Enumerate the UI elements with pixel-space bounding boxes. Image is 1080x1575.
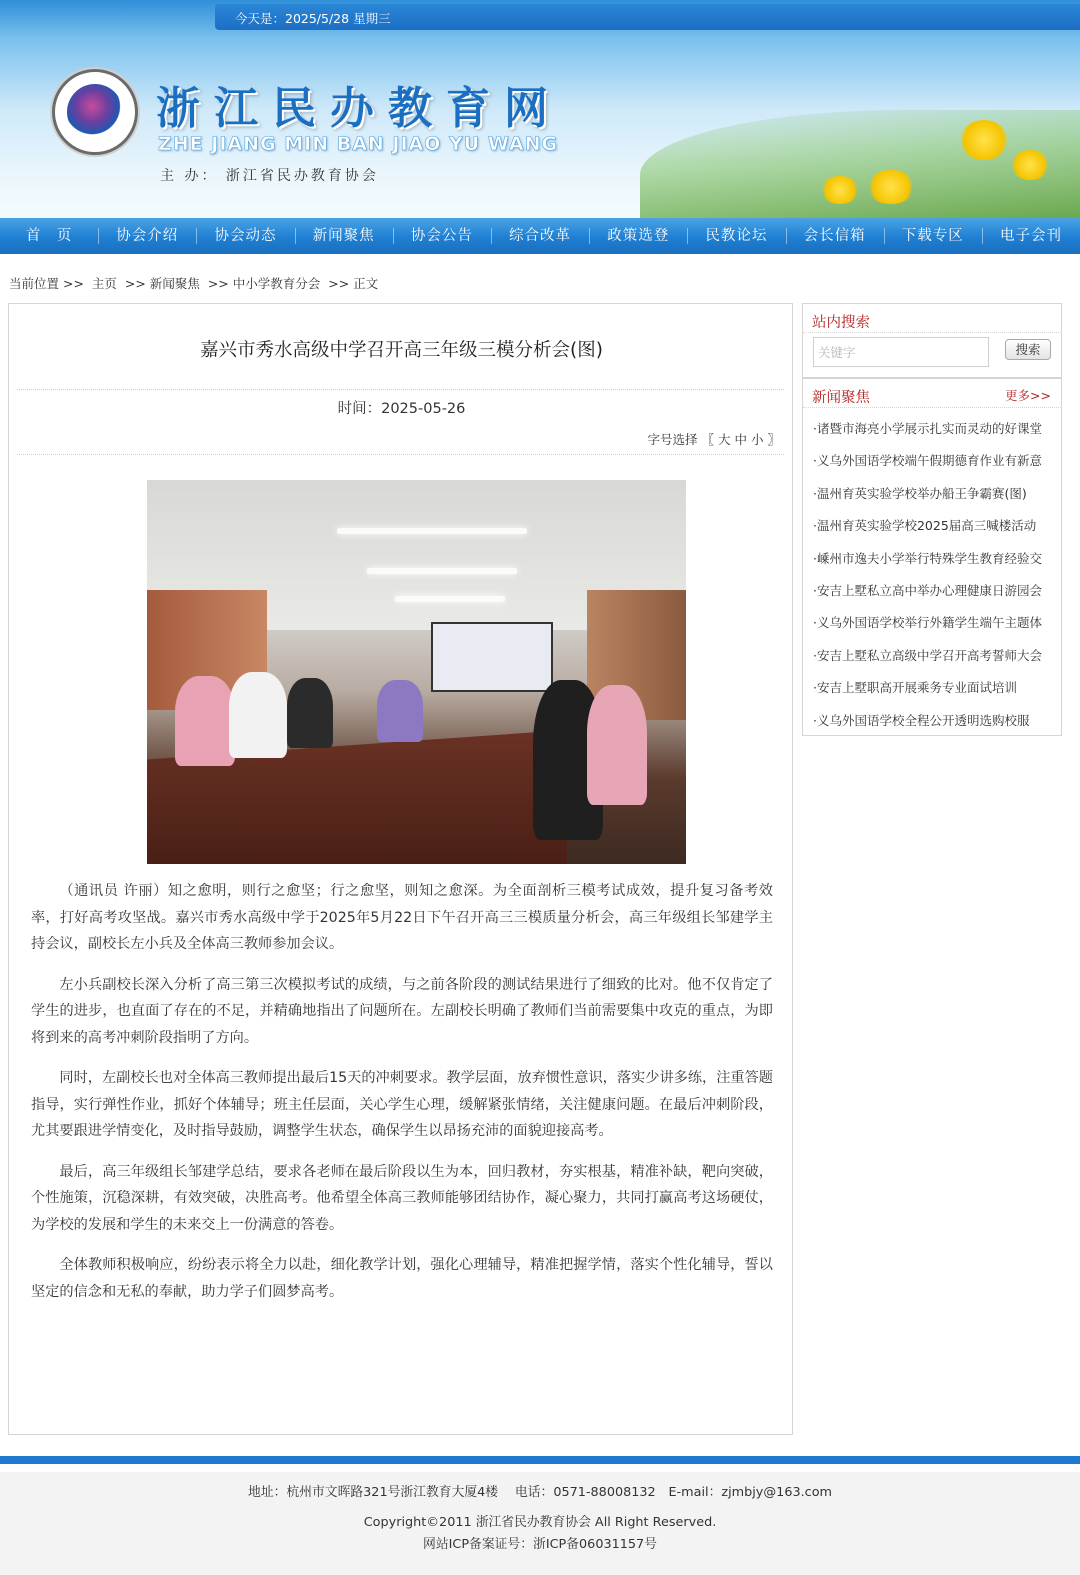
nav-item-mailbox[interactable]: 会长信箱: [786, 218, 884, 254]
footer-icp[interactable]: 网站ICP备案证号：浙ICP备06031157号: [423, 1537, 657, 1552]
site-title: 浙江民办教育网: [156, 83, 562, 134]
divider: [17, 454, 784, 455]
news-list-item[interactable]: ·温州育英实验学校举办船王争霸赛(图): [813, 485, 1027, 501]
nav-item-reform[interactable]: 综合改革: [491, 218, 589, 254]
divider: [803, 332, 1061, 333]
breadcrumb-item-branch[interactable]: >> 中小学教育分会: [207, 276, 321, 291]
article-paragraph: （通讯员 许丽）知之愈明，则行之愈坚；行之愈坚，则知之愈深。为全面剖析三模考试成效，提升复习备考效率，打好高考攻坚战。嘉兴市秀水高级中学于2025年5月22日下午召开高三三模质量分析会，高三年级组长邹建学主持会议，副校长左小兵及全体高三教师参加会议。: [31, 883, 773, 952]
news-list-item[interactable]: ·义乌外国语学校举行外籍学生端午主题体: [813, 615, 1042, 631]
search-button[interactable]: 搜索: [1005, 339, 1051, 360]
site-subtitle: ZHE JIANG MIN BAN JIAO YU WANG: [158, 133, 559, 155]
news-list-item[interactable]: ·安吉上墅私立高级中学召开高考誓师大会: [813, 647, 1042, 663]
site-search-heading: 站内搜索: [812, 315, 870, 331]
article-paragraph: 同时，左副校长也对全体高三教师提出最后15天的冲刺要求。教学层面，放弃惯性意识，落实少讲多练，注重答题指导，实行弹性作业，抓好个体辅导；班主任层面，关心学生心理，缓解紧张情绪，关注健康问题。在最后冲刺阶段，尤其要跟进学情变化，及时指导鼓励，调整学生状态，确保学生以昂扬充沛的面貌迎接高考。: [31, 1070, 773, 1139]
photo-projection-screen: [431, 622, 553, 692]
breadcrumb-item-current: >> 正文: [328, 276, 379, 291]
footer-address: 地址：杭州市文晖路321号浙江教育大厦4楼 电话：0571-88008132 E-mail：zjmbjy@163.com: [247, 1485, 832, 1500]
font-size-large[interactable]: 大: [717, 432, 731, 447]
meeting-photo: [147, 480, 686, 864]
photo-person: [287, 678, 333, 748]
nav-item-about[interactable]: 协会介绍: [98, 218, 196, 254]
site-search-panel: [802, 303, 1062, 378]
news-list-item[interactable]: ·嵊州市逸夫小学举行特殊学生教育经验交: [813, 550, 1042, 566]
photo-ceiling-light: [337, 528, 527, 534]
breadcrumb: [9, 274, 382, 292]
footer: [0, 1472, 1080, 1575]
divider: [17, 389, 784, 390]
font-size-label: 字号选择 〖: [647, 432, 714, 447]
nav-item-announcements[interactable]: 协会公告: [393, 218, 491, 254]
nav-item-downloads[interactable]: 下载专区: [884, 218, 982, 254]
date-text: 今天是：2025/5/28 星期三: [235, 11, 391, 26]
article-paragraph: 最后，高三年级组长邹建学总结，要求各老师在最后阶段以生为本，回归教材，夯实根基，精准补缺，靶向突破，个性施策，沉稳深耕，有效突破，决胜高考。他希望全体高三教师能够团结协作，凝心聚力，共同打赢高考这场硬仗，为学校的发展和学生的未来交上一份满意的答卷。: [31, 1163, 773, 1233]
article-paragraph: 左小兵副校长深入分析了高三第三次模拟考试的成绩，与之前各阶段的测试结果进行了细致的比对。他不仅肯定了学生的进步，也直面了存在的不足，并精确地指出了问题所在。左副校长明确了教师们当前需要集中攻克的重点，为即将到来的高考冲刺阶段指明了方向。: [31, 976, 773, 1046]
photo-person: [587, 685, 647, 805]
breadcrumb-item-news-focus[interactable]: >> 新闻聚焦: [124, 276, 200, 291]
nav-item-forum[interactable]: 民教论坛: [687, 218, 785, 254]
photo-person: [229, 672, 287, 758]
date-strip: [215, 4, 1080, 30]
footer-copyright: Copyright©2011 浙江省民办教育协会 All Right Reserved.: [363, 1515, 717, 1530]
nav-item-news-focus[interactable]: 新闻聚焦: [295, 218, 393, 254]
article-title: 嘉兴市秀水高级中学召开高三年级三模分析会(图): [200, 340, 603, 361]
article-body: [31, 878, 773, 1319]
nav-item-policy[interactable]: 政策选登: [589, 218, 687, 254]
flower-decoration: [958, 120, 1010, 160]
flower-decoration: [820, 176, 860, 204]
header-banner: [0, 0, 1080, 218]
font-size-end: 〗: [767, 432, 780, 447]
font-size-selector: [648, 430, 780, 448]
main-nav: [0, 218, 1080, 254]
photo-ceiling-light: [367, 568, 517, 574]
divider: [803, 407, 1061, 408]
nav-item-association-news[interactable]: 协会动态: [196, 218, 294, 254]
flower-decoration: [866, 170, 916, 204]
nav-item-home[interactable]: 首 页: [25, 228, 73, 244]
footer-divider: [0, 1456, 1080, 1464]
article-paragraph: 全体教师积极响应，纷纷表示将全力以赴，细化教学计划，强化心理辅导，精准把握学情，落实个性化辅导，誓以坚定的信念和无私的奉献，助力学子们圆梦高考。: [31, 1257, 773, 1300]
nav-item-e-journal[interactable]: 电子会刊: [982, 218, 1080, 254]
news-list-item[interactable]: ·诸暨市海亮小学展示扎实而灵动的好课堂: [813, 421, 1042, 436]
article-time: 时间：2025-05-26: [337, 401, 466, 417]
news-focus-heading: 新闻聚焦: [812, 390, 870, 406]
news-list-item[interactable]: ·温州育英实验学校2025届高三喊楼活动: [813, 518, 1037, 534]
article-panel: [8, 303, 793, 1435]
logo-emblem-icon: [67, 84, 123, 140]
photo-ceiling-light: [395, 596, 505, 602]
more-link[interactable]: 更多>>: [1005, 388, 1051, 403]
breadcrumb-label: 当前位置 >>: [9, 276, 84, 291]
news-focus-panel: [802, 378, 1062, 736]
news-list-item[interactable]: ·义乌外国语学校全程公开透明选购校服: [813, 712, 1030, 728]
font-size-small[interactable]: 小: [750, 432, 764, 447]
organizer-text: 主 办： 浙江省民办教育协会: [160, 168, 379, 184]
font-size-medium[interactable]: 中: [734, 432, 747, 447]
photo-person: [175, 676, 235, 766]
breadcrumb-item-home[interactable]: 主页: [91, 276, 117, 291]
news-list-item[interactable]: ·安吉上墅职高开展乘务专业面试培训: [813, 680, 1017, 696]
flower-decoration: [1010, 150, 1050, 180]
news-list-item[interactable]: ·义乌外国语学校端午假期德育作业有新意: [813, 453, 1042, 469]
association-logo[interactable]: [52, 69, 138, 155]
photo-person: [377, 680, 423, 742]
search-input[interactable]: [813, 337, 989, 367]
news-list-item[interactable]: ·安吉上墅私立高中举办心理健康日游园会: [813, 582, 1042, 598]
news-list: [813, 413, 1058, 737]
